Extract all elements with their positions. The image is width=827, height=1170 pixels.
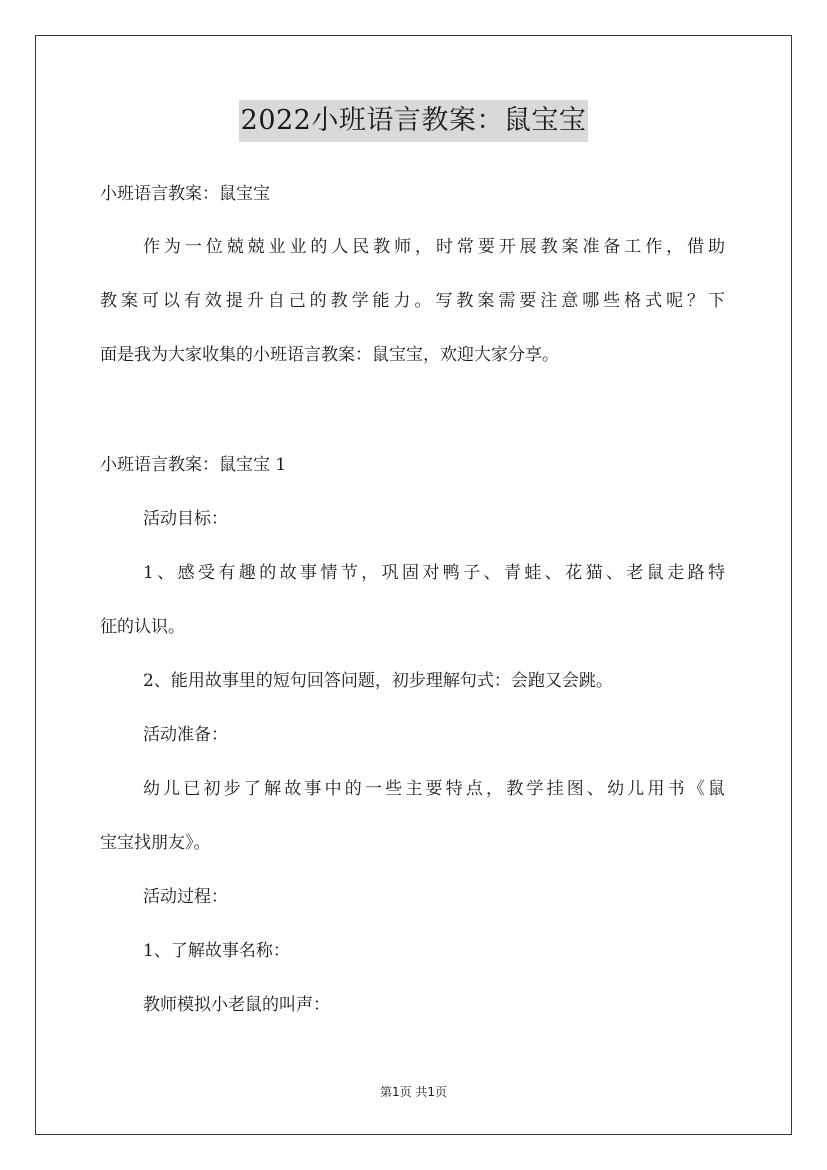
goal-2: 2、能用故事里的短句回答问题，初步理解句式：会跑又会跳。 [143,671,613,691]
document-subtitle: 小班语言教案：鼠宝宝 [100,184,270,204]
prep-label: 活动准备： [143,725,228,745]
process-label: 活动过程： [143,887,228,907]
intro-line-2: 教案可以有效提升自己的教学能力。写教案需要注意哪些格式呢？下 [100,291,725,311]
step-1: 1、了解故事名称： [143,941,290,961]
intro-line-1: 作为一位兢兢业业的人民教师，时常要开展教案准备工作，借助 [143,237,725,257]
goal-1-line-2: 征的认识。 [100,617,185,637]
intro-line-3: 面是我为大家收集的小班语言教案：鼠宝宝，欢迎大家分享。 [100,345,559,365]
goal-1-line-1: 1、感受有趣的故事情节，巩固对鸭子、青蛙、花猫、老鼠走路特 [143,563,725,583]
prep-line-2: 宝宝找朋友》。 [100,833,211,853]
page-footer: 第1页 共1页 [379,1085,448,1099]
section-heading: 小班语言教案：鼠宝宝 1 [100,455,287,475]
step-1-text: 教师模拟小老鼠的叫声： [143,995,330,1015]
prep-line-1: 幼儿已初步了解故事中的一些主要特点，教学挂图、幼儿用书《鼠 [143,779,725,799]
title-container [0,100,827,142]
document-title: 2022小班语言教案：鼠宝宝 [239,100,589,142]
goal-label: 活动目标： [143,509,228,529]
